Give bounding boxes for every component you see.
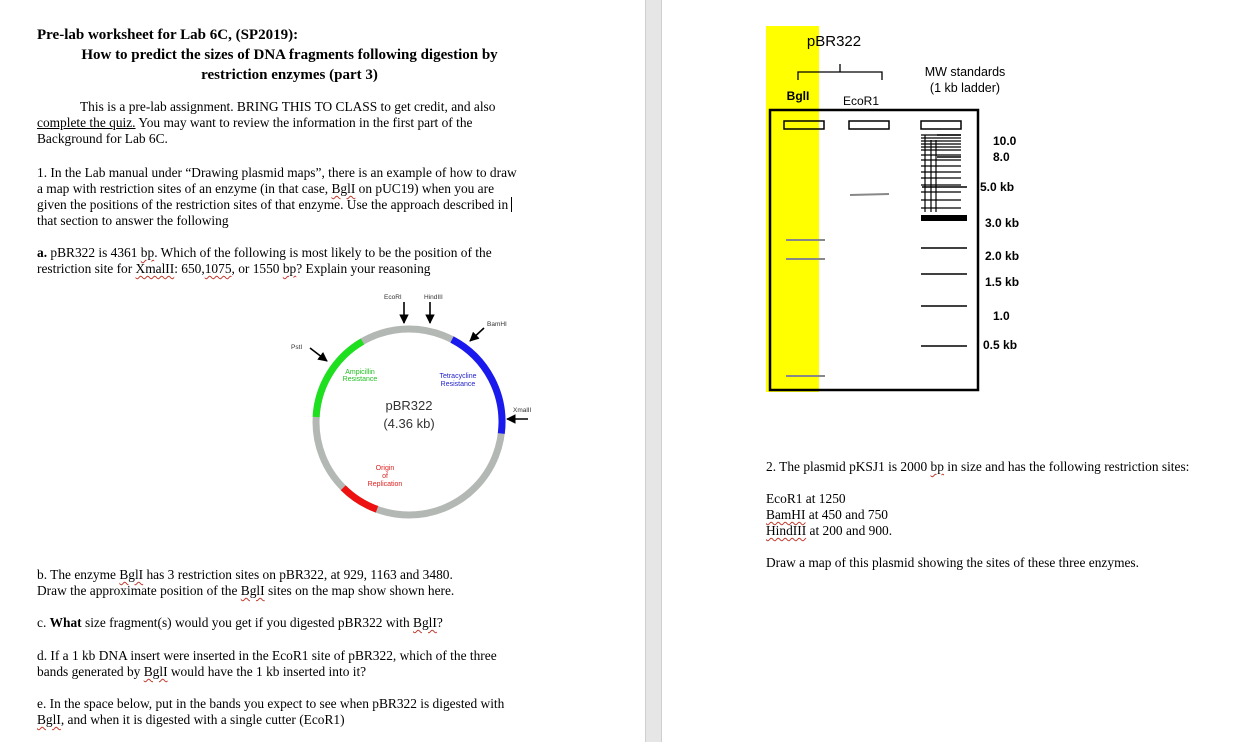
bamhi-arrow <box>470 328 484 341</box>
q1-line2-a: a map with restriction sites of an enzyme (in that case, <box>37 181 332 196</box>
worksheet-page-right <box>662 0 1248 742</box>
ladder-label-10: 10.0 <box>993 134 1017 148</box>
intro-line3: Background for Lab 6C. <box>37 131 168 146</box>
qb-bgli: BglI <box>119 567 144 582</box>
q1-line2 <box>37 181 494 197</box>
site-label-psti: PstI <box>291 344 303 351</box>
q2-bamhi-name: BamHI <box>766 507 806 522</box>
qa-bp: bp <box>140 245 155 260</box>
qc-bgli: BglI <box>413 615 437 630</box>
ladder-upper-cluster <box>921 135 961 212</box>
qb-l1-a: b. The enzyme <box>37 567 120 582</box>
qa-l2-g: ? Explain your reasoning <box>296 261 431 276</box>
ori-label-3: Replication <box>367 481 403 488</box>
qc-c: size fragment(s) would you get if you digested pBR322 with <box>81 615 414 630</box>
plasmid-name: pBR322 <box>385 398 433 413</box>
qb-l2-c: sites on the map show shown here. <box>264 583 455 598</box>
qc-e: ? <box>436 615 443 630</box>
ladder-label-3: 3.0 kb <box>985 216 1020 230</box>
qa-l1-a: pBR322 is 4361 <box>47 245 141 260</box>
lane-label-ecor1: EcoR1 <box>842 94 880 108</box>
q2-bp: bp <box>930 459 944 474</box>
ladder-label-0.5: 0.5 kb <box>983 338 1018 352</box>
site-label-ecori: EcoRI <box>384 294 402 301</box>
qa-bp2: bp <box>282 261 297 276</box>
ori-label-2: of <box>382 473 388 480</box>
tet-label-1: Tetracycline <box>439 373 477 380</box>
qe-line1: e. In the space below, put in the bands you expect to see when pBR322 is digested with <box>37 696 505 711</box>
tet-label-2: Resistance <box>440 381 476 388</box>
qb-l2-a: Draw the approximate position of the <box>37 583 241 598</box>
q2-hindiii <box>766 523 892 539</box>
qb-l1-c: has 3 restriction sites on pBR322, at 929, 1163 and 3480. <box>143 567 453 582</box>
q1-line3-text: given the positions of the restriction sites of that enzyme. Use the approach described in <box>37 197 509 212</box>
qd-l2-a: bands generated by <box>37 664 144 679</box>
mw-label-1: MW standards <box>924 65 1006 79</box>
q2-bamhi-sites: at 450 and 750 <box>805 507 888 522</box>
ladder-label-8: 8.0 <box>993 150 1010 164</box>
amp-label-2: Resistance <box>342 376 378 383</box>
well-lane2 <box>849 121 889 129</box>
qb-bgli2: BglI <box>240 583 265 598</box>
text-cursor <box>511 197 512 212</box>
site-label-bamhi: BamHI <box>487 321 507 328</box>
q2-hindiii-sites: at 200 and 900. <box>806 523 893 538</box>
q1-line1: 1. In the Lab manual under “Drawing plasmid maps”, there is an example of how to draw <box>37 165 517 180</box>
qd-line2 <box>37 664 366 680</box>
amp-label-1: Ampicillin <box>345 369 375 376</box>
gel-diagram <box>662 0 1248 420</box>
psti-arrow <box>310 348 327 361</box>
q1-line4: that section to answer the following <box>37 213 229 228</box>
qa-l2-c: : 650, <box>174 261 205 276</box>
qb-line1 <box>37 567 453 583</box>
qa-label: a. <box>37 245 48 260</box>
qa-l1-c: . Which of the following is most likely to be the position of the <box>154 245 492 260</box>
qe-line2 <box>37 712 345 728</box>
qa-l2-e: , or 1550 <box>231 261 283 276</box>
intro-line2 <box>37 115 472 131</box>
intro-line2-rest: You may want to review the information in the first part of the <box>135 115 473 130</box>
qd-l2-c: would have the 1 kb inserted into it? <box>167 664 367 679</box>
q2-draw: Draw a map of this plasmid showing the sites of these three enzymes. <box>766 555 1139 570</box>
lane-label-bgli: BglI <box>786 89 810 103</box>
site-label-xmalii: XmalII <box>513 407 532 414</box>
gel-highlight <box>766 26 819 392</box>
worksheet-title: Pre-lab worksheet for Lab 6C, (SP2019): <box>37 27 299 43</box>
ladder-label-5: 5.0 kb <box>980 180 1015 194</box>
page-gutter <box>645 0 662 742</box>
worksheet-subtitle-line2: restriction enzymes (part 3) <box>201 67 378 83</box>
intro-line1: This is a pre-lab assignment. BRING THIS TO CLASS to get credit, and also <box>80 99 496 114</box>
qc-what: What <box>49 615 82 630</box>
ori-label-1: Origin <box>375 465 395 472</box>
gel-title: pBR322 <box>806 33 862 50</box>
worksheet-subtitle-line1: How to predict the sizes of DNA fragments following digestion by <box>81 47 498 63</box>
site-label-hindiii: HindIII <box>424 294 443 301</box>
ladder-label-1: 1.0 <box>993 309 1010 323</box>
ladder-label-1.5: 1.5 kb <box>985 275 1020 289</box>
ladder-label-2: 2.0 kb <box>985 249 1020 263</box>
qa-1075: 1075 <box>204 261 232 276</box>
q1-bgli: BglI <box>331 181 356 196</box>
qa-l2-a: restriction site for <box>37 261 136 276</box>
q2-hindiii-name: HindIII <box>766 523 807 538</box>
qa-xmalii: XmalII <box>135 261 175 276</box>
qa-line2 <box>37 261 430 277</box>
q2-l1-c: in size and has the following restriction sites: <box>943 459 1190 474</box>
q2-line1 <box>766 459 1189 475</box>
origin-region <box>343 488 377 510</box>
q1-line2-c: on pUC19) when you are <box>355 181 495 196</box>
plasmid-size: (4.36 kb) <box>383 416 435 431</box>
mw-label-2: (1 kb ladder) <box>929 81 1001 95</box>
q1-line3 <box>37 197 512 213</box>
qa-line1 <box>37 245 492 261</box>
plasmid-map <box>0 285 645 525</box>
qd-bgli: BglI <box>143 664 168 679</box>
qb-line2 <box>37 583 454 599</box>
qc-line <box>37 615 443 631</box>
q2-bamhi <box>766 507 888 523</box>
quiz-link-text: complete the quiz. <box>37 115 136 130</box>
q2-ecor1: EcoR1 at 1250 <box>766 491 846 506</box>
qd-line1: d. If a 1 kb DNA insert were inserted in the EcoR1 site of pBR322, which of the three <box>37 648 497 663</box>
q2-l1-a: 2. The plasmid pKSJ1 is 2000 <box>766 459 931 474</box>
ecor1-band <box>850 194 889 195</box>
ladder-band-3kb <box>921 215 967 221</box>
qe-bgli: BglI <box>37 712 61 727</box>
well-ladder <box>921 121 961 129</box>
qe-l2-b: , and when it is digested with a single cutter (EcoR1) <box>60 712 345 727</box>
qc-a: c. <box>37 615 50 630</box>
